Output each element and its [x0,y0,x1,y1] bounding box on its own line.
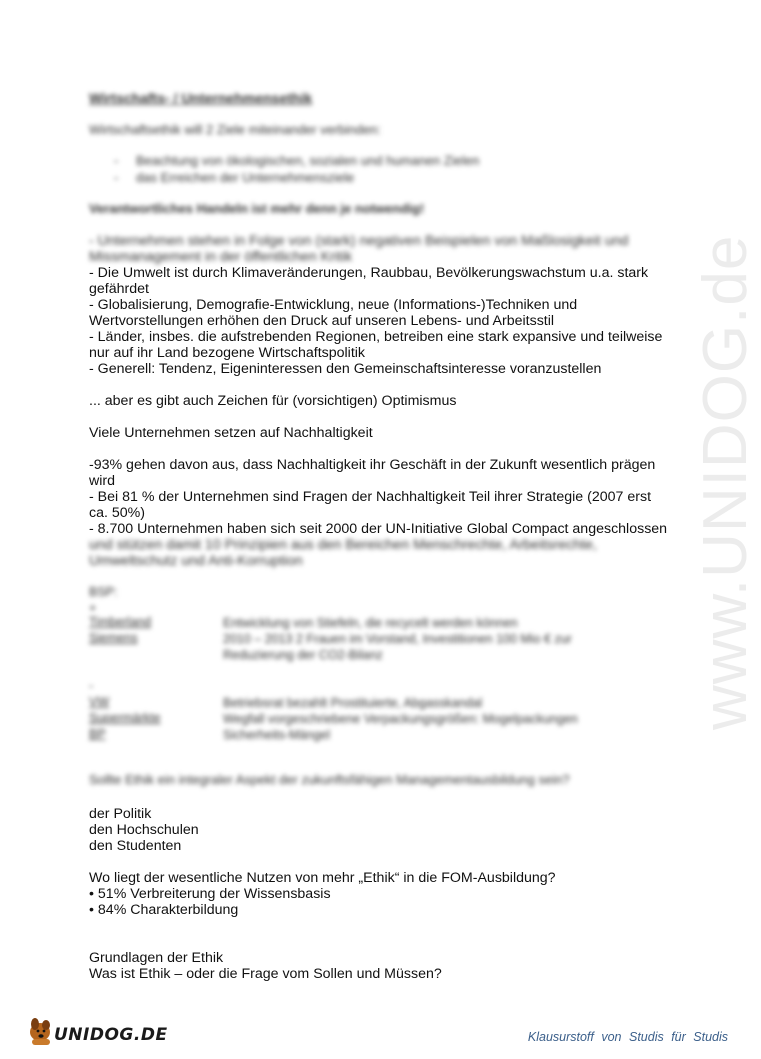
paragraph-line: - Bei 81 % der Unternehmen sind Fragen der Nachhaltigkeit Teil ihrer Strategie (2007 erst [89,489,652,505]
answer-line: den Studenten [89,838,182,854]
intro-bullet: - das Erreichen der Unternehmensziele [114,170,355,185]
example-company: BP [89,727,106,741]
paragraph-line: ca. 50%) [89,505,145,521]
paragraph-line: wird [89,473,116,489]
example-description: Wegfall vorgeschriebene Verpackungsgrößen: Mogelpackungen [223,712,578,726]
example-row [89,727,649,743]
plus-sign: + [89,601,97,615]
question-ethics: Sollte Ethik ein integraler Aspekt der zukunftsfähigen Managementausbildung sein? [89,772,570,787]
intro-bullet: - Beachtung von ökologischen, sozialen und humanen Zielen [114,153,480,168]
paragraph-line: nur auf ihr Land bezogene Wirtschaftspolitik [89,345,366,361]
paragraph-line: - Länder, insbes. die aufstrebenden Regionen, betreiben eine stark expansive und teilweise [89,329,663,345]
example-description: 2010 – 2013 2 Frauen im Vorstand, Investitionen 100 Mio € zur Reduzierung der CO2-Bilanz [223,632,572,662]
optimism-line: ... aber es gibt auch Zeichen für (vorsichtigen) Optimismus [89,393,457,409]
answer-line: den Hochschulen [89,822,199,838]
logo-text: UNIDOG.DE [54,1025,168,1045]
example-description: Betriebsrat bezahlt Prostituierte, Abgasskandal [223,696,483,710]
paragraph-line: und stützen damit 10 Prinzipien aus den Bereichen Menschrechte, Arbeitsrechte, [89,537,597,553]
paragraph-line: Umweltschutz und Anti-Korruption [89,553,303,569]
paragraph-line: gefährdet [89,281,149,297]
paragraph-line: - Generell: Tendenz, Eigeninteressen den Gemeinschaftsinteresse voranzustellen [89,361,602,377]
paragraph-line: Missmanagement in der öffentlichen Kritik [89,249,353,265]
example-company: Supermärkte [89,711,161,725]
closing-line: Was ist Ethik – oder die Frage vom Sollen und Müssen? [89,966,442,982]
paragraph-line: - Unternehmen stehen in Folge von (stark) negativen Beispielen von Maßlosigkeit und [89,233,629,249]
bullet-line: • 51% Verbreiterung der Wissensbasis [89,886,331,902]
example-company: VW [89,695,110,709]
question-benefit: Wo liegt der wesentliche Nutzen von mehr „Ethik“ in die FOM-Ausbildung? [89,870,556,886]
paragraph-line: - 8.700 Unternehmen haben sich seit 2000 der UN-Initiative Global Compact angeschlossen [89,521,668,537]
example-row [89,711,649,727]
footer-tagline: Klausurstoff von Studis für Studis [527,1030,728,1044]
paragraph-line: - Die Umwelt ist durch Klimaveränderungen, Raubbau, Bevölkerungswachstum u.a. stark [89,265,649,281]
section-heading: Verantwortliches Handeln ist mehr denn je notwendig! [89,201,425,216]
paragraph-line: Wertvorstellungen erhöhen den Druck auf unseren Lebens- und Arbeitsstil [89,313,555,329]
minus-sign: - [89,679,94,693]
examples-label: BSP: [89,585,118,599]
paragraph-line: - Globalisierung, Demografie-Entwicklung, neue (Informations-)Techniken und [89,297,578,313]
example-description: Sicherheits-Mängel [223,728,330,742]
watermark: www.UNIDOG.de [691,234,760,730]
paragraph-line: -93% gehen davon aus, dass Nachhaltigkeit ihr Geschäft in der Zukunft wesentlich prägen [89,457,656,473]
example-row [89,695,649,711]
example-row [89,631,649,663]
answer-line: der Politik [89,806,152,822]
document-title: Wirtschafts- / Unternehmensethik [89,90,313,106]
example-company: Siemens [89,631,138,645]
intro-text: Wirtschaftsethik will 2 Ziele miteinander verbinden: [89,122,381,137]
closing-line: Grundlagen der Ethik [89,950,224,966]
bullet-line: • 84% Charakterbildung [89,902,239,918]
example-description: Entwicklung von Stiefeln, die recycelt werden können [223,616,518,630]
example-company: Timberland [89,615,152,629]
sustainability-heading: Viele Unternehmen setzen auf Nachhaltigkeit [89,425,373,441]
example-row [89,615,649,631]
